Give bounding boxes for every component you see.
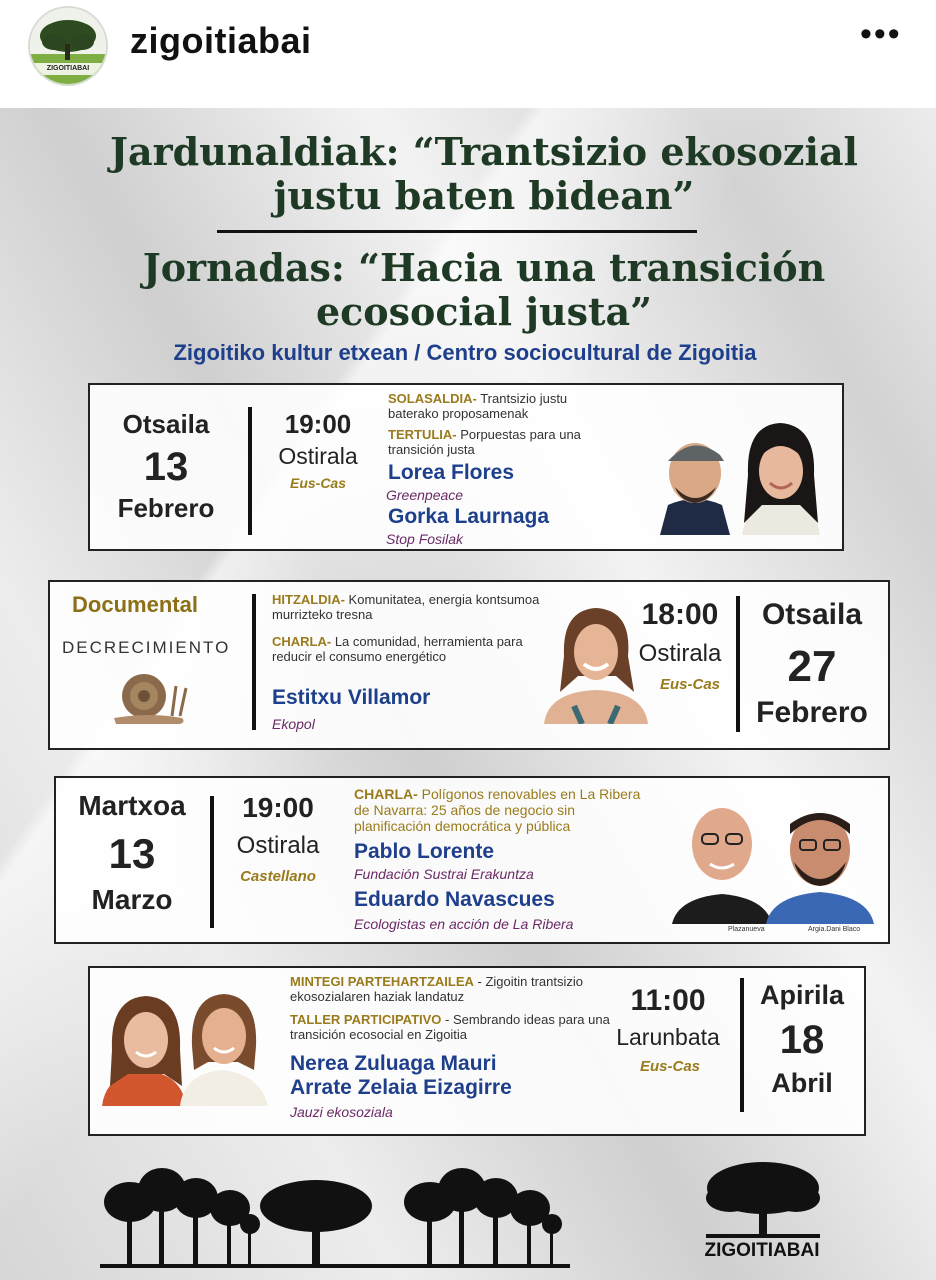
tree-silhouettes [100,1152,580,1270]
event2-desc-es [272,634,562,664]
event2-desc-es-text: La comunidad, herramienta para reducir el consumo energético [272,634,523,664]
event1-speaker1: Lorea Flores [388,461,515,484]
title-eu-line2: justu baten bidean” [273,173,695,218]
event3-speaker2: Eduardo Navascues [354,888,555,911]
event3-day: 13 [108,830,156,877]
snail-icon [110,662,190,726]
event4-language: Eus-Cas [639,1058,701,1075]
event1-org2: Stop Fosilak [386,531,464,547]
event4-type-es: TALLER PARTICIPATIVO [290,1012,442,1027]
title-es-line1: Jornadas: “Hacia una transición [142,245,826,290]
event3-org1: Fundación Sustrai Erakuntza [354,866,534,882]
event1-month-es: Febrero [117,493,215,523]
event3-language: Castellano [240,868,316,885]
venue-text: Zigoitiko kultur etxean / Centro sociocultural de Zigoitia [173,340,757,365]
zigoitiabai-logo-text: ZIGOITIABAI [704,1240,820,1261]
event3-speaker-photos [670,792,876,924]
avatar-text: ZIGOITIABAI [46,65,90,72]
event1-org1: Greenpeace [386,487,464,503]
event4-desc-eu [290,974,590,1004]
event2-desc-eu-text: Komunitatea, energia kontsumoa murrizteko tresna [272,592,540,622]
event3-month-es: Marzo [91,884,173,915]
event1-time: 19:00 [284,409,352,439]
tree-logo-icon [30,8,106,84]
event2-org1: Ekopol [272,716,315,732]
title-divider [217,230,697,233]
event1-desc-es-text: Porpuestas para una transición justa [388,427,581,457]
event4-org: Jauzi ekosoziala [290,1104,393,1120]
event1-language: Eus-Cas [289,475,347,491]
event1-divider [248,407,252,535]
event2-type-es: CHARLA- [272,634,332,649]
photo-credit-2: Argia.Dani Blaco [808,926,861,933]
event2-day: 27 [787,642,837,691]
event2-label: Documental [72,592,198,617]
event4-speaker-photos [98,990,274,1106]
photo-credit-1: Plazanueva [728,926,765,933]
event-card-2 [48,580,890,750]
zigoitiabai-logo-tree-icon [698,1156,828,1240]
event4-month-es: Abril [771,1068,833,1098]
event4-speaker2: Arrate Zelaia Eizagirre [290,1076,512,1099]
event3-divider [210,796,214,928]
event4-speaker1: Nerea Zuluaga Mauri [290,1052,497,1075]
more-horizontal-icon[interactable]: ••• [860,15,902,53]
event-card-1 [88,383,844,551]
profile-avatar[interactable] [28,6,108,86]
event1-type-eu: SOLASALDIA- [388,391,477,406]
event2-weekday: Ostirala [638,640,722,667]
event2-month-es: Febrero [756,696,868,729]
event2-language: Eus-Cas [659,676,721,693]
title-es-line2: ecosocial justa” [315,289,653,334]
event4-desc-es-text: - Sembrando ideas para una transición ecosocial en Zigoitia [290,1012,610,1042]
event3-desc-text: Polígonos renovables en La Ribera de Navarra: 25 años de negocio sin planificación democrática y pública [354,786,641,834]
event3-org2: Ecologistas en acción de La Ribera [354,916,574,932]
event3-month-eu: Martxoa [78,790,186,821]
event3-type: CHARLA- [354,786,418,802]
event2-doc-title: DECRECIMIENTO [62,638,231,657]
event1-day: 13 [143,445,189,489]
event2-time: 18:00 [641,598,719,631]
event3-speaker1: Pablo Lorente [354,840,495,863]
event-card-3 [54,776,890,944]
title-eu-line1: Jardunaldiak: “Trantsizio ekosozial [110,129,858,174]
event4-desc-es [290,1012,610,1042]
event3-weekday: Ostirala [236,832,320,859]
event1-desc-es [388,427,618,457]
event4-day: 18 [779,1018,825,1062]
event-card-4 [88,966,866,1136]
event4-divider [740,978,744,1112]
event4-type-eu: MINTEGI PARTEHARTZAILEA [290,974,474,989]
event1-weekday: Ostirala [278,443,358,469]
event2-desc-eu [272,592,542,622]
event1-type-es: TERTULIA- [388,427,457,442]
event1-desc-eu-text: Trantsizio justu baterako proposamenak [388,391,568,421]
event3-desc [354,786,654,834]
event2-divider-left [252,594,256,730]
event1-month-eu: Otsaila [122,409,210,439]
event2-month-eu: Otsaila [761,598,863,631]
event4-time: 11:00 [630,984,706,1017]
event2-divider-right [736,596,740,732]
event4-month-eu: Apirila [759,980,845,1010]
event3-time: 19:00 [242,792,314,823]
event4-desc-eu-text: - Zigoitin trantsizio ekosozialaren haziak landatuz [290,974,584,1004]
event1-desc-eu [388,391,608,421]
event4-weekday: Larunbata [616,1024,720,1050]
event1-speaker-photos [650,405,840,535]
username[interactable]: zigoitiabai [130,20,312,61]
event2-speaker1: Estitxu Villamor [272,686,431,709]
event1-speaker2: Gorka Laurnaga [388,505,550,528]
post-header [0,0,936,108]
event-poster [0,108,936,1280]
event2-type-eu: HITZALDIA- [272,592,345,607]
